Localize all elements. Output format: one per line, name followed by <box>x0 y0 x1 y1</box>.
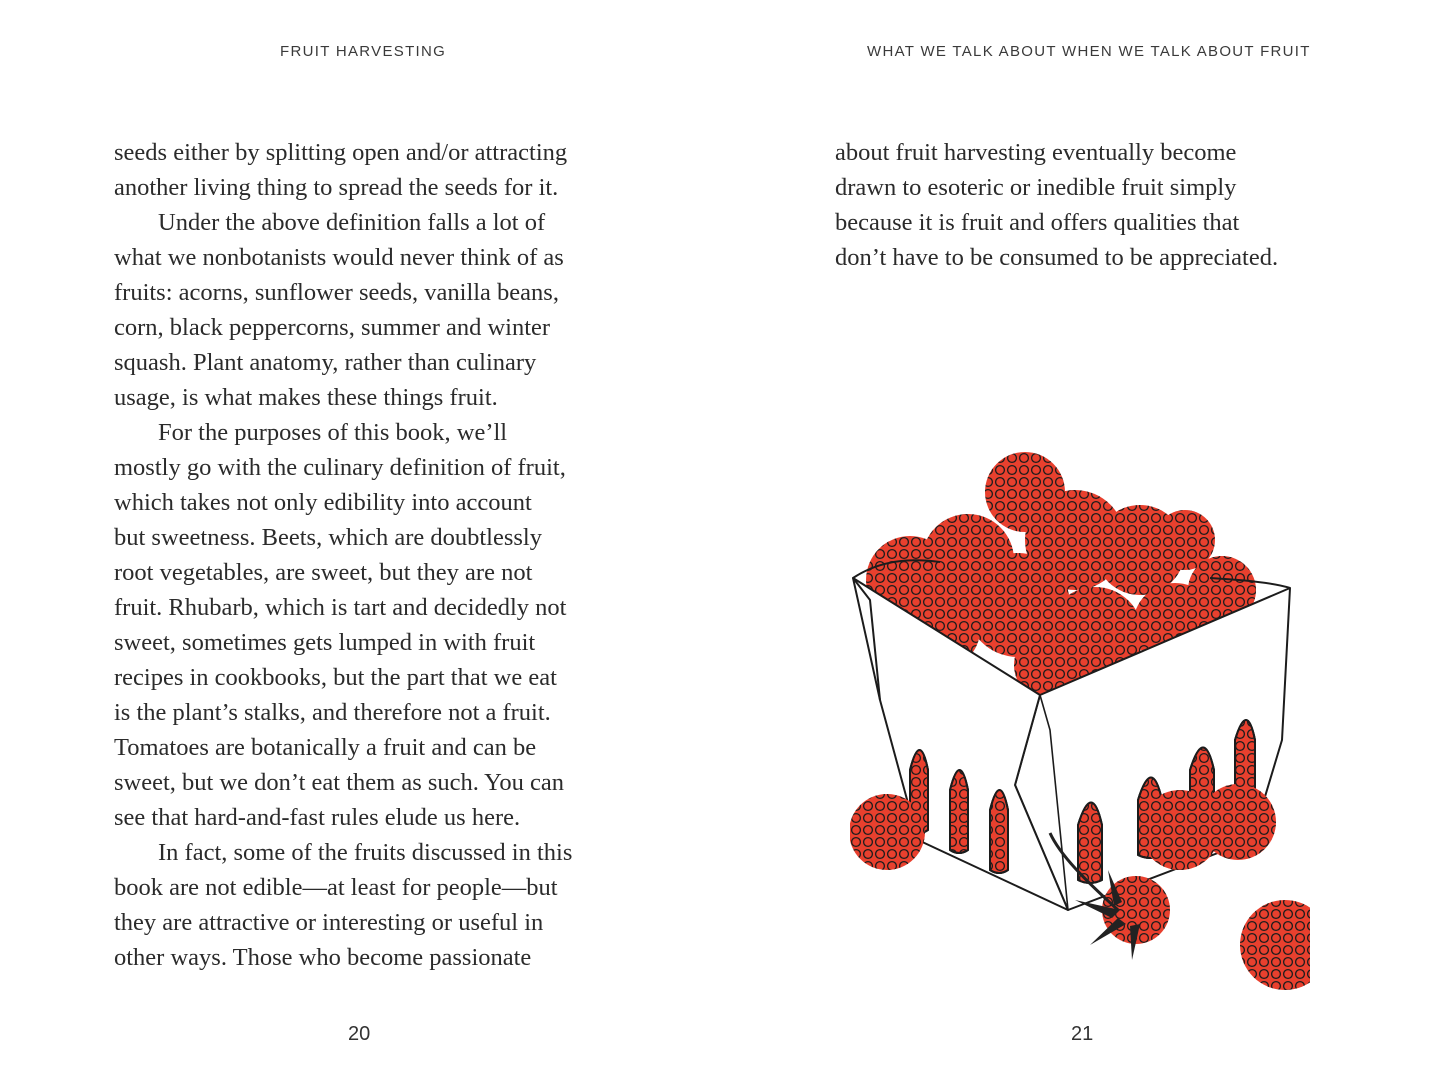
text-line: seeds either by splitting open and/or attracting <box>114 139 568 166</box>
text-line: Tomatoes are botanically a fruit and can be <box>114 734 537 761</box>
raspberry-basket-illustration <box>850 440 1310 1000</box>
text-line: mostly go with the culinary definition of fruit, <box>114 454 566 481</box>
text-line: about fruit harvesting eventually become <box>835 139 1237 166</box>
text-line: fruit. Rhubarb, which is tart and decidedly not <box>114 594 567 621</box>
right-page <box>722 0 1445 1084</box>
text-line: another living thing to spread the seeds for it. <box>114 174 559 201</box>
text-line: For the purposes of this book, we’ll <box>158 419 508 446</box>
left-body-text <box>114 135 634 975</box>
text-line: In fact, some of the fruits discussed in this <box>158 839 573 866</box>
text-line: Under the above definition falls a lot of <box>158 209 546 236</box>
text-line: see that hard-and-fast rules elude us here. <box>114 804 521 831</box>
running-head-right: WHAT WE TALK ABOUT WHEN WE TALK ABOUT FRUIT <box>867 43 1311 60</box>
text-line: they are attractive or interesting or useful in <box>114 909 544 936</box>
left-page <box>0 0 722 1084</box>
page-number-left: 20 <box>348 1023 371 1045</box>
right-body-text <box>835 135 1355 275</box>
text-line: sweet, but we don’t eat them as such. You can <box>114 769 564 796</box>
text-line: is the plant’s stalks, and therefore not a fruit. <box>114 699 551 726</box>
text-line: because it is fruit and offers qualities that <box>835 209 1240 236</box>
text-line: book are not edible—at least for people—but <box>114 874 558 901</box>
text-line: fruits: acorns, sunflower seeds, vanilla beans, <box>114 279 559 306</box>
text-line: corn, black peppercorns, summer and winter <box>114 314 551 341</box>
text-line: drawn to esoteric or inedible fruit simply <box>835 174 1237 201</box>
running-head-left: FRUIT HARVESTING <box>280 43 447 60</box>
text-line: what we nonbotanists would never think of as <box>114 244 564 271</box>
text-line: sweet, sometimes gets lumped in with fruit <box>114 629 536 656</box>
text-line: but sweetness. Beets, which are doubtlessly <box>114 524 542 551</box>
text-line: don’t have to be consumed to be appreciated. <box>835 244 1279 271</box>
text-line: which takes not only edibility into account <box>114 489 532 516</box>
text-line: other ways. Those who become passionate <box>114 944 532 971</box>
text-line: usage, is what makes these things fruit. <box>114 384 498 411</box>
text-line: recipes in cookbooks, but the part that we eat <box>114 664 557 691</box>
text-line: squash. Plant anatomy, rather than culinary <box>114 349 537 376</box>
text-line: root vegetables, are sweet, but they are not <box>114 559 533 586</box>
page-number-right: 21 <box>1071 1023 1094 1045</box>
